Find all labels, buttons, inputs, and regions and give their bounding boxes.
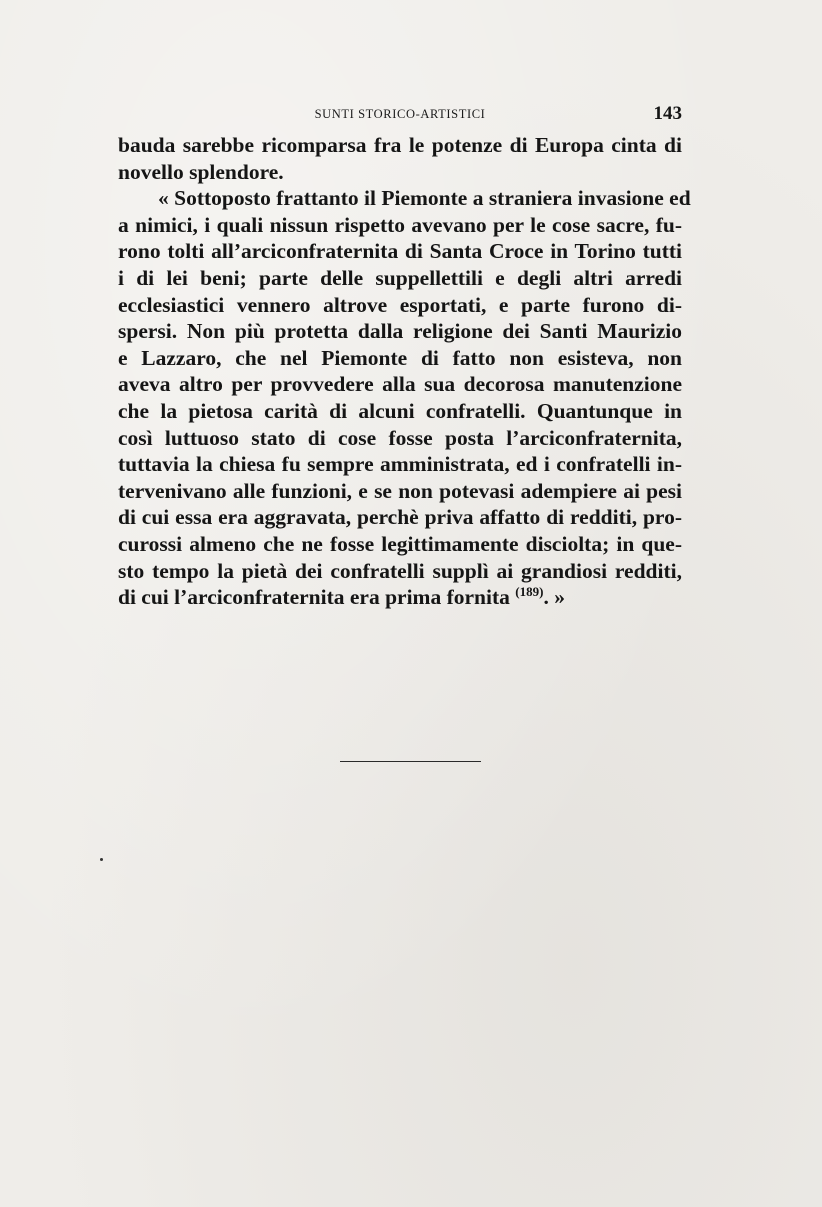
body-text — [118, 132, 691, 611]
text-line: ecclesiastici vennero altrove esportati, e parte furono di- — [118, 292, 682, 317]
page-number: 143 — [653, 103, 682, 124]
text-line: a nimici, i quali nissun rispetto avevano per le cose sacre, fu- — [118, 212, 682, 237]
text-line: spersi. Non più protetta dalla religione dei Santi Maurizio — [118, 319, 682, 344]
section-divider-rule — [340, 761, 481, 762]
text-line: curossi almeno che ne fosse legittimamente disciolta; in que- — [118, 531, 682, 556]
text-line: che la pietosa carità di alcuni confratelli. Quantunque in — [118, 398, 682, 423]
text-line: novello splendore. — [118, 159, 284, 184]
text-line: così luttuoso stato di cose fosse posta l’arciconfraternita, — [118, 425, 682, 450]
text-line: tervenivano alle funzioni, e se non potevasi adempiere ai pesi — [118, 478, 682, 503]
text-line: aveva altro per provvedere alla sua decorosa manutenzione — [118, 372, 682, 397]
text-line: tuttavia la chiesa fu sempre amministrata, ed i confratelli in- — [118, 452, 682, 477]
final-line-text: di cui l’arciconfraternita era prima fornita — [118, 585, 510, 610]
running-header — [118, 105, 682, 127]
closing-quote: . » — [543, 585, 565, 610]
text-line: rono tolti all’arciconfraternita di Santa Croce in Torino tutti — [118, 239, 682, 264]
ink-speck — [100, 858, 103, 861]
text-line: i di lei beni; parte delle suppellettili e degli altri arredi — [118, 265, 682, 290]
text-line: « Sottoposto frattanto il Piemonte a straniera invasione ed — [158, 186, 691, 211]
footnote-reference: (189) — [515, 583, 544, 599]
text-line: di cui essa era aggravata, perchè priva affatto di redditi, pro- — [118, 505, 682, 530]
text-line-final — [118, 584, 682, 611]
text-line: sto tempo la pietà dei confratelli supplì ai grandiosi redditi, — [118, 558, 682, 583]
running-title: SUNTI STORICO-ARTISTICI — [314, 107, 486, 121]
text-line: e Lazzaro, che nel Piemonte di fatto non esisteva, non — [118, 345, 682, 370]
text-line: bauda sarebbe ricomparsa fra le potenze di Europa cinta di — [118, 133, 682, 157]
